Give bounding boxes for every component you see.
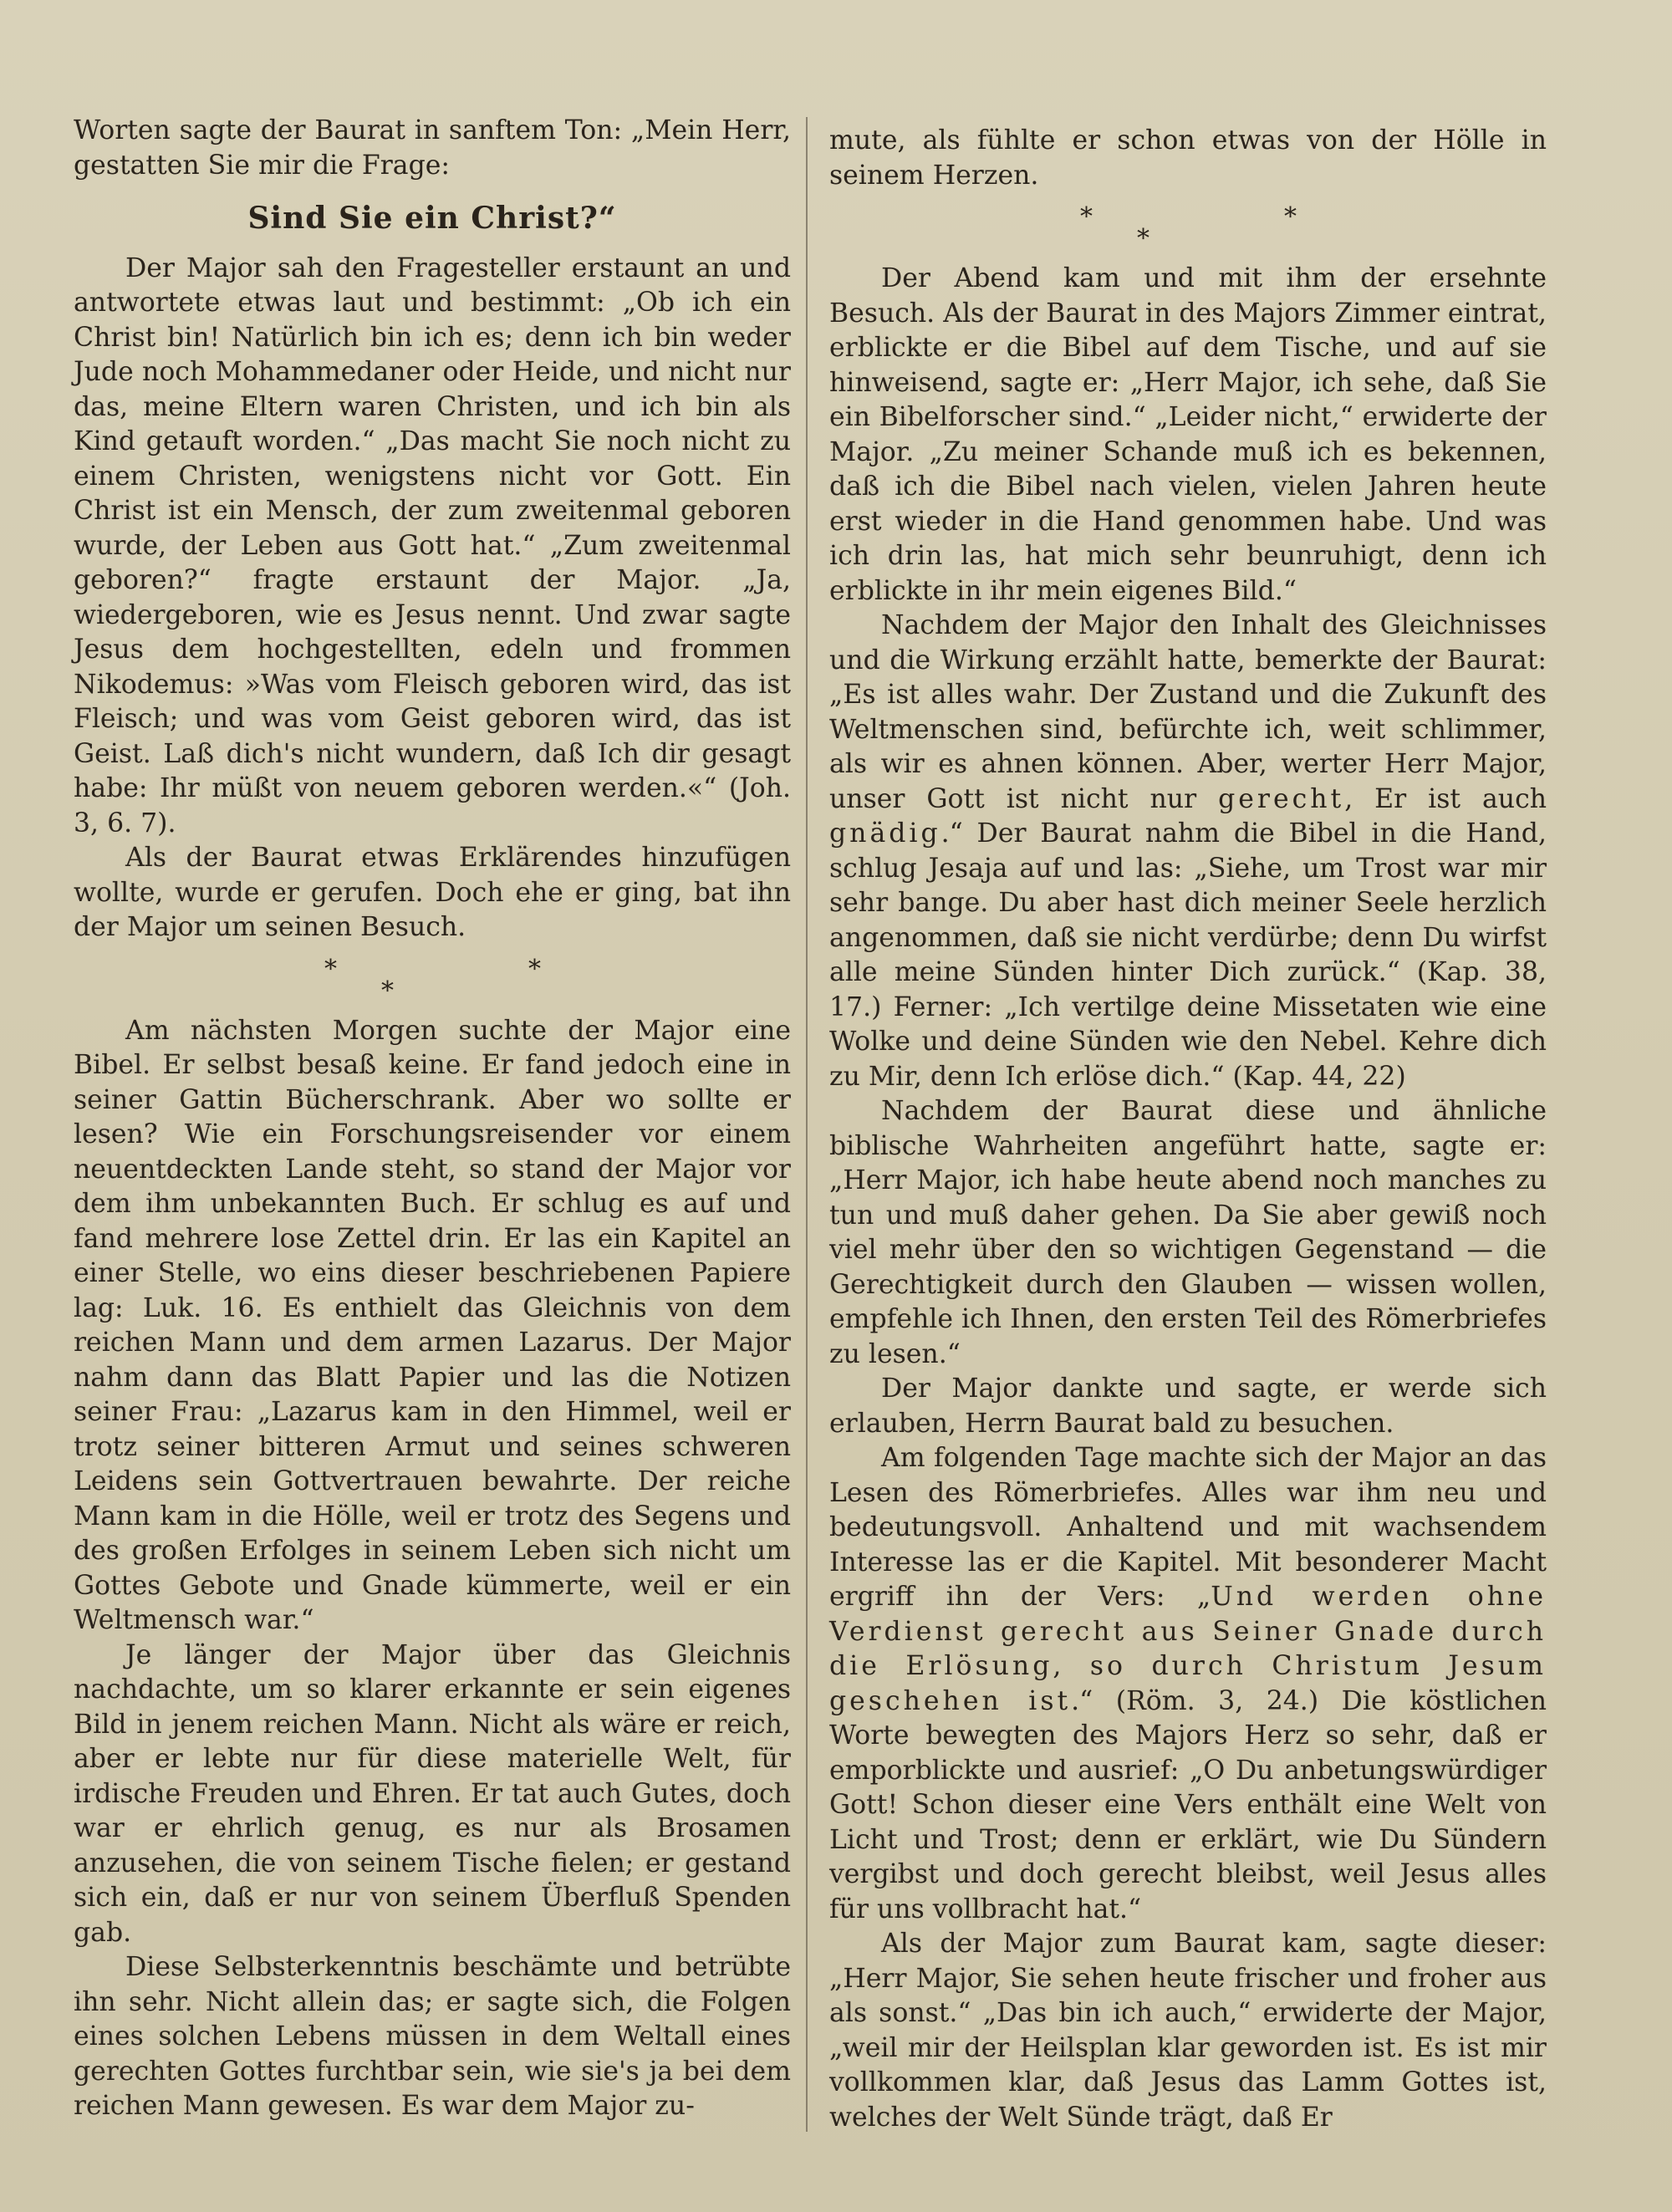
paragraph: Nachdem der Baurat diese und ähnliche biblische Wahrheiten angeführt hatte, sagte er: „Herr Major, ich habe heute abend noch manches zu tun und muß daher gehen. Da Sie aber gewiß noch viel mehr über den so wichtigen Gegenstand — die Gerechtigkeit durch den Glauben — wissen wollen, empfehle ich Ihnen, den ersten Teil des Römerbriefes zu lesen.“ xyxy=(829,1096,1547,1369)
paragraph: Als der Major zum Baurat kam, sagte dieser: „Herr Major, Sie sehen heute frischer und froher aus als sonst.“ „Das bin ich auch,“ erwiderte der Major, „weil mir der Heilsplan klar geworden ist. Es ist mir vollkommen klar, daß Jesus das Lamm Gottes ist, welches der Welt Sünde trägt, daß Er xyxy=(829,1929,1547,2133)
paragraph: Als der Baurat etwas Erklärendes hinzufügen wollte, wurde er gerufen. Doch ehe er ging, bat ihn der Major um seinen Besuch. xyxy=(74,843,791,942)
left-column xyxy=(74,114,791,2124)
paragraph: Der Major dankte und sagte, er werde sich erlauben, Herrn Baurat bald zu besuchen. xyxy=(829,1374,1547,1439)
asterisk: * xyxy=(381,976,394,1006)
asterisk: * xyxy=(324,954,337,984)
asterisk: * xyxy=(1284,202,1297,232)
text-run: Nachdem der Major den Inhalt des Gleichnisses und die Wirkung erzählt hatte, bemerkte der Baurat: „Es ist alles wahr. Der Zustand und die Zukunft des Weltmenschen sind, befürchte ich, weit schlimmer, als wir es ahnen können. Aber, werter Herr Major, unser Gott ist nicht nur xyxy=(829,610,1547,814)
paragraph: Diese Selbsterkenntnis beschämte und betrübte ihn sehr. Nicht allein das; er sagte sich, die Folgen eines solchen Lebens müssen in dem Weltall eines gerechten Gottes furchtbar sein, wie sie's ja bei dem reichen Mann gewesen. Es war dem Major zu- xyxy=(74,1952,791,2121)
section-heading: Sind Sie ein Christ?“ xyxy=(247,201,617,236)
paragraph: Der Abend kam und mit ihm der ersehnte Besuch. Als der Baurat in des Majors Zimmer eintrat, erblickte er die Bibel auf dem Tische, und auf sie hinweisend, sagte er: „Herr Major, ich sehe, daß Sie ein Bibelforscher sind.“ „Leider nicht,“ erwiderte der Major. „Zu meiner Schande muß ich es bekennen, daß ich die Bibel nach vielen, vielen Jahren heute erst wieder in die Hand genommen habe. Und was ich drin las, hat mich sehr beunruhigt, denn ich erblickte in ihr mein eigenes Bild.“ xyxy=(829,263,1547,606)
paragraph-intro: Worten sagte der Baurat in sanftem Ton: „Mein Herr, gestatten Sie mir die Frage: xyxy=(74,115,791,181)
text-run: , Er ist auch xyxy=(1344,783,1547,814)
emphasized-word: gerecht xyxy=(1218,783,1345,814)
text-run: .“ Der Baurat nahm die Bibel in die Hand, schlug Jesaja auf und las: „Siehe, um Trost war mir sehr bange. Du aber hast dich meiner Seele herzlich angenommen, daß sie nicht verdürbe; denn Du wirfst alle meine Sünden hinter Dich zurück.“ (Kap. 38, 17.) Ferner: „Ich vertilge deine Missetaten wie eine Wolke und deine Sünden wie den Nebel. Kehre dich zu Mir, denn Ich erlöse dich.“ (Kap. 44, 22) xyxy=(829,818,1547,1092)
column-divider xyxy=(806,117,808,2132)
section-divider-asterisks xyxy=(829,193,1547,262)
text-run: .“ (Röm. 3, 24.) Die köstlichen Worte bewegten des Majors Herz so sehr, daß er emporblickte und ausrief: „O Du anbetungswürdiger Gott! Schon dieser eine Vers enthält eine Welt von Licht und Trost; denn er erklärt, wie Du Sündern vergibst und doch gerecht bleibst, weil Jesus alles für uns vollbracht hat.“ xyxy=(829,1685,1547,1924)
paragraph: Der Major sah den Fragesteller erstaunt an und antwortete etwas laut und bestimmt: „Ob ich ein Christ bin! Natürlich bin ich es; denn ich bin weder Jude noch Mohammedaner oder Heide, und nicht nur das, meine Eltern waren Christen, und ich bin als Kind getauft worden.“ „Das macht Sie noch nicht zu einem Christen, wenigstens nicht vor Gott. Ein Christ ist ein Mensch, der zum zweitenmal geboren wurde, der Leben aus Gott hat.“ „Zum zweitenmal geboren?“ fragte erstaunt der Major. „Ja, wiedergeboren, wie es Jesus nennt. Und zwar sagte Jesus dem hochgestellten, edeln und frommen Nikodemus: »Was vom Fleisch geboren wird, das ist Fleisch; und was vom Geist geboren wird, das ist Geist. Laß dich's nicht wundern, daß Ich dir gesagt habe: Ihr müßt von neuem geboren werden.«“ (Joh. 3, 6. 7). xyxy=(74,252,791,838)
text-run: Am folgenden Tage machte sich der Major an das Lesen des Römerbriefes. Alles war ihm neu und bedeutungsvoll. Anhaltend und mit wachsendem Interesse las er die Kapitel. Mit besonderer Macht ergriff ihn der Vers: „ xyxy=(829,1443,1547,1612)
paragraph xyxy=(829,1441,1547,1927)
emphasized-word: gnädig xyxy=(829,818,941,849)
right-column xyxy=(829,124,1547,2135)
asterisk: * xyxy=(1080,202,1093,232)
paragraph: Am nächsten Morgen suchte der Major eine Bibel. Er selbst besaß keine. Er fand jedoch eine in seiner Gattin Bücherschrank. Aber wo sollte er lesen? Wie ein Forschungsreisender vor einem neuentdeckten Lande steht, so stand der Major vor dem ihm unbekannten Buch. Er schlug es auf und fand mehrere lose Zettel drin. Er las ein Kapitel an einer Stelle, wo eins dieser beschriebenen Papiere lag: Luk. 16. Es enthielt das Gleichnis von dem reichen Mann und dem armen Lazarus. Der Major nahm dann das Blatt Papier und las die Notizen seiner Frau: „Lazarus kam in den Himmel, weil er trotz seiner bitteren Armut und seines schweren Leidens sein Gottvertrauen bewahrte. Der reiche Mann kam in die Hölle, weil er trotz des Segens und des großen Erfolges in seinem Leben sich nicht um Gottes Gebote und Gnade kümmerte, weil er ein Weltmensch war.“ xyxy=(74,1015,791,1635)
paragraph: Je länger der Major über das Gleichnis nachdachte, um so klarer erkannte er sein eigenes Bild in jenem reichen Mann. Nicht als wäre er reich, aber er lebte nur für diese materielle Welt, für irdische Freuden und Ehren. Er tat auch Gutes, doch war er ehrlich genug, es nur als Brosamen anzusehen, die von seinem Tische fielen; er gestand sich ein, daß er nur von seinem Überfluß Spenden gab. xyxy=(74,1639,791,1948)
paragraph-continuation: mute, als fühlte er schon etwas von der Hölle in seinem Herzen. xyxy=(829,125,1547,191)
asterisk: * xyxy=(1137,224,1150,253)
asterisk: * xyxy=(528,954,541,984)
emphasized-verse: Und werden ohne Verdienst gerecht aus Seiner Gnade durch die Erlösung, so durch Christum Jesum geschehen ist xyxy=(829,1582,1547,1716)
section-divider-asterisks xyxy=(74,945,791,1014)
paragraph xyxy=(829,609,1547,1094)
